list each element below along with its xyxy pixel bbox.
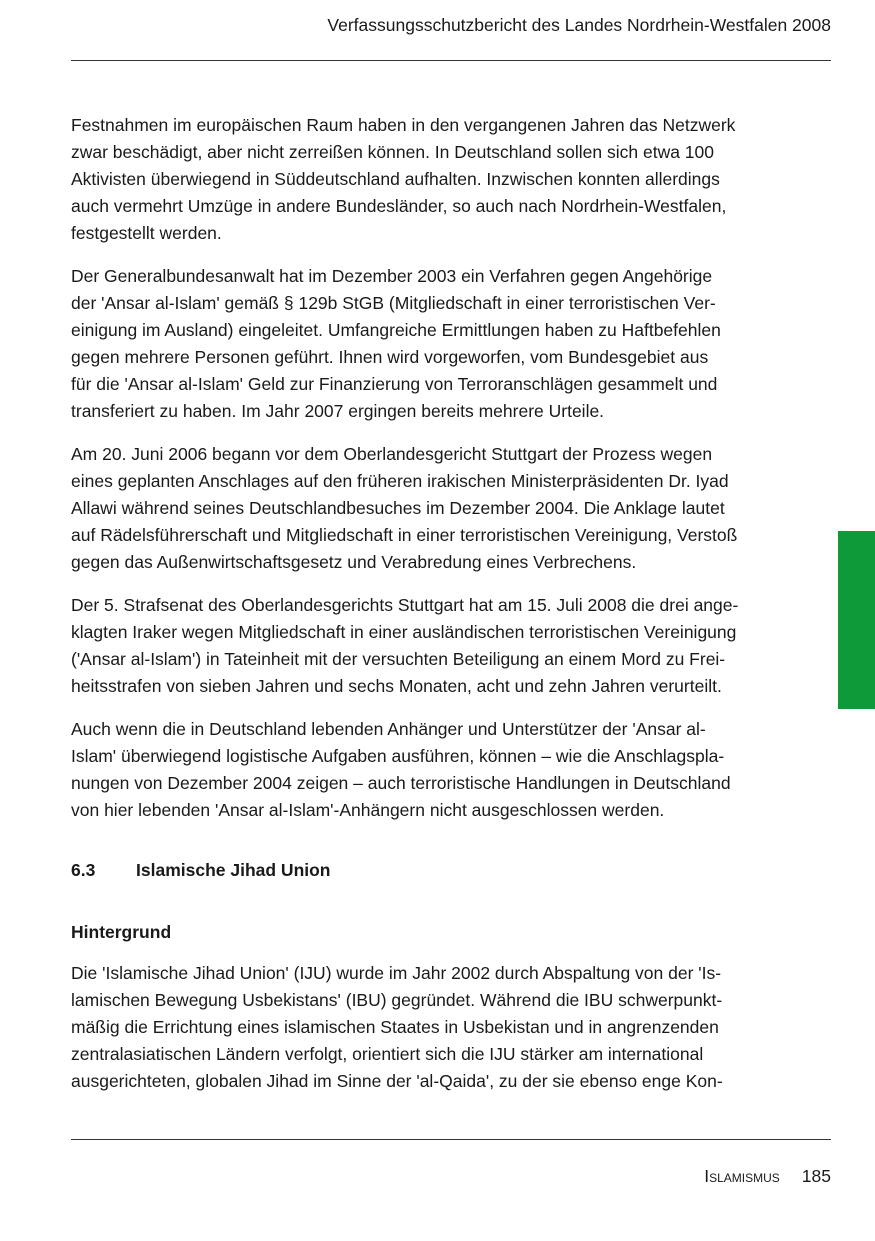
chapter-label: Islamismus bbox=[704, 1166, 780, 1186]
text-line: Die 'Islamische Jihad Union' (IJU) wurde im Jahr 2002 durch Abspaltung von der 'Is- bbox=[71, 963, 722, 983]
paragraph-1 bbox=[71, 112, 801, 247]
text-line: für die 'Ansar al-Islam' Geld zur Finanzierung von Terroranschlägen gesammelt und bbox=[71, 374, 718, 394]
section-heading bbox=[71, 857, 801, 884]
section-number: 6.3 bbox=[71, 860, 96, 880]
paragraph-5 bbox=[71, 716, 801, 824]
paragraph-4 bbox=[71, 592, 801, 700]
text-line: Islam' überwiegend logistische Aufgaben ausführen, können – wie die Anschlagspla- bbox=[71, 746, 725, 766]
text-line: von hier lebenden 'Ansar al-Islam'-Anhängern nicht ausgeschlossen werden. bbox=[71, 800, 665, 820]
chapter-tab-marker bbox=[838, 531, 875, 709]
subheading: Hintergrund bbox=[71, 922, 172, 942]
text-line: klagten Iraker wegen Mitgliedschaft in einer ausländischen terroristischen Vereinigung bbox=[71, 622, 737, 642]
page-number: 185 bbox=[801, 1166, 831, 1186]
text-line: lamischen Bewegung Usbekistans' (IBU) gegründet. Während die IBU schwerpunkt- bbox=[71, 990, 723, 1010]
footer-divider bbox=[71, 1139, 831, 1140]
text-line: gegen das Außenwirtschaftsgesetz und Verabredung eines Verbrechens. bbox=[71, 552, 637, 572]
text-line: transferiert zu haben. Im Jahr 2007 ergingen bereits mehrere Urteile. bbox=[71, 401, 605, 421]
text-line: eines geplanten Anschlages auf den früheren irakischen Ministerpräsidenten Dr. Iyad bbox=[71, 471, 729, 491]
text-line: auch vermehrt Umzüge in andere Bundesländer, so auch nach Nordrhein-Westfalen, bbox=[71, 196, 727, 216]
text-line: Aktivisten überwiegend in Süddeutschland aufhalten. Inzwischen konnten allerdings bbox=[71, 169, 720, 189]
text-line: auf Rädelsführerschaft und Mitgliedschaft in einer terroristischen Vereinigung, Verstoß bbox=[71, 525, 738, 545]
header-divider bbox=[71, 60, 831, 61]
paragraph-6 bbox=[71, 960, 801, 1095]
text-line: mäßig die Errichtung eines islamischen Staates in Usbekistan und in angrenzenden bbox=[71, 1017, 719, 1037]
text-line: nungen von Dezember 2004 zeigen – auch terroristische Handlungen in Deutschland bbox=[71, 773, 731, 793]
text-line: Der 5. Strafsenat des Oberlandesgerichts Stuttgart hat am 15. Juli 2008 die drei ange- bbox=[71, 595, 739, 615]
text-line: Am 20. Juni 2006 begann vor dem Oberlandesgericht Stuttgart der Prozess wegen bbox=[71, 444, 713, 464]
page-footer bbox=[704, 1164, 831, 1188]
text-line: Allawi während seines Deutschlandbesuches im Dezember 2004. Die Anklage lautet bbox=[71, 498, 725, 518]
text-line: der 'Ansar al-Islam' gemäß § 129b StGB (Mitgliedschaft in einer terroristischen Ver- bbox=[71, 293, 716, 313]
text-line: einigung im Ausland) eingeleitet. Umfangreiche Ermittlungen haben zu Haftbefehlen bbox=[71, 320, 721, 340]
page-body bbox=[71, 112, 801, 1111]
text-line: Der Generalbundesanwalt hat im Dezember 2003 ein Verfahren gegen Angehörige bbox=[71, 266, 713, 286]
text-line: festgestellt werden. bbox=[71, 223, 222, 243]
text-line: heitsstrafen von sieben Jahren und sechs Monaten, acht und zehn Jahren verurteilt. bbox=[71, 676, 722, 696]
running-header: Verfassungsschutzbericht des Landes Nordrhein-Westfalen 2008 bbox=[327, 15, 831, 35]
text-line: zentralasiatischen Ländern verfolgt, orientiert sich die IJU stärker am international bbox=[71, 1044, 704, 1064]
section-title: Islamische Jihad Union bbox=[136, 860, 331, 880]
text-line: ('Ansar al-Islam') in Tateinheit mit der versuchten Beteiligung an einem Mord zu Frei- bbox=[71, 649, 726, 669]
paragraph-2 bbox=[71, 263, 801, 425]
text-line: Auch wenn die in Deutschland lebenden Anhänger und Unterstützer der 'Ansar al- bbox=[71, 719, 706, 739]
paragraph-3 bbox=[71, 441, 801, 576]
text-line: zwar beschädigt, aber nicht zerreißen können. In Deutschland sollen sich etwa 100 bbox=[71, 142, 715, 162]
text-line: gegen mehrere Personen geführt. Ihnen wird vorgeworfen, vom Bundesgebiet aus bbox=[71, 347, 709, 367]
text-line: Festnahmen im europäischen Raum haben in den vergangenen Jahren das Netzwerk bbox=[71, 115, 736, 135]
text-line: ausgerichteten, globalen Jihad im Sinne der 'al-Qaida', zu der sie ebenso enge Kon- bbox=[71, 1071, 723, 1091]
